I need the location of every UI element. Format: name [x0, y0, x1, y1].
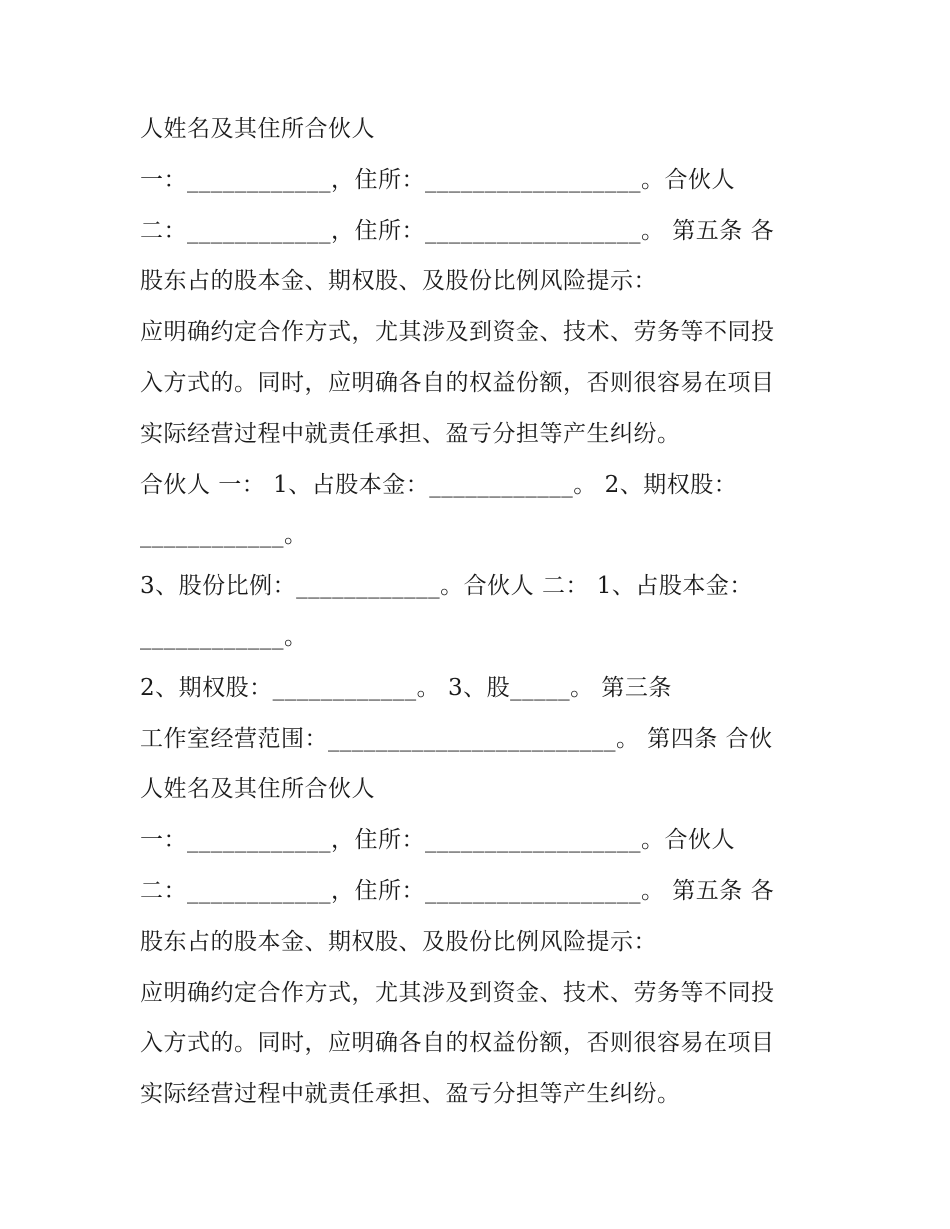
- text-line: 股东占的股本金、期权股、及股份比例风险提示：: [140, 268, 657, 295]
- text-line: 人姓名及其住所合伙人: [140, 116, 375, 142]
- text-line: 股东占的股本金、期权股、及股份比例风险提示：: [140, 928, 657, 955]
- text-line: ____________。: [140, 522, 308, 549]
- text-line: 入方式的。同时，应明确各自的权益份额，否则很容易在项目: [140, 369, 775, 396]
- text-line: ____________。: [140, 623, 308, 650]
- text-line: 2、期权股：____________。 3、股_____。 第三条: [140, 674, 672, 701]
- document-body: [140, 104, 840, 1120]
- text-line: 实际经营过程中就责任承担、盈亏分担等产生纠纷。: [140, 420, 681, 447]
- text-line: 一：____________，住所：__________________。合伙人: [140, 166, 735, 193]
- text-line: 应明确约定合作方式，尤其涉及到资金、技术、劳务等不同投: [140, 319, 775, 346]
- text-line: 合伙人 一： 1、占股本金：____________。 2、期权股：: [140, 471, 738, 498]
- text-line: 工作室经营范围：________________________。 第四条 合伙: [140, 725, 773, 752]
- text-line: 实际经营过程中就责任承担、盈亏分担等产生纠纷。: [140, 1081, 681, 1108]
- text-line: 人姓名及其住所合伙人: [140, 776, 375, 803]
- text-line: 二：____________，住所：__________________。 第五条 各: [140, 217, 775, 244]
- text-line: 入方式的。同时，应明确各自的权益份额，否则很容易在项目: [140, 1030, 775, 1057]
- text-line: 3、股份比例：____________。合伙人 二： 1、占股本金：: [140, 573, 753, 600]
- text-line: 一：____________，住所：__________________。合伙人: [140, 827, 735, 854]
- text-line: 二：____________，住所：__________________。 第五条 各: [140, 877, 775, 904]
- text-line: 应明确约定合作方式，尤其涉及到资金、技术、劳务等不同投: [140, 979, 775, 1006]
